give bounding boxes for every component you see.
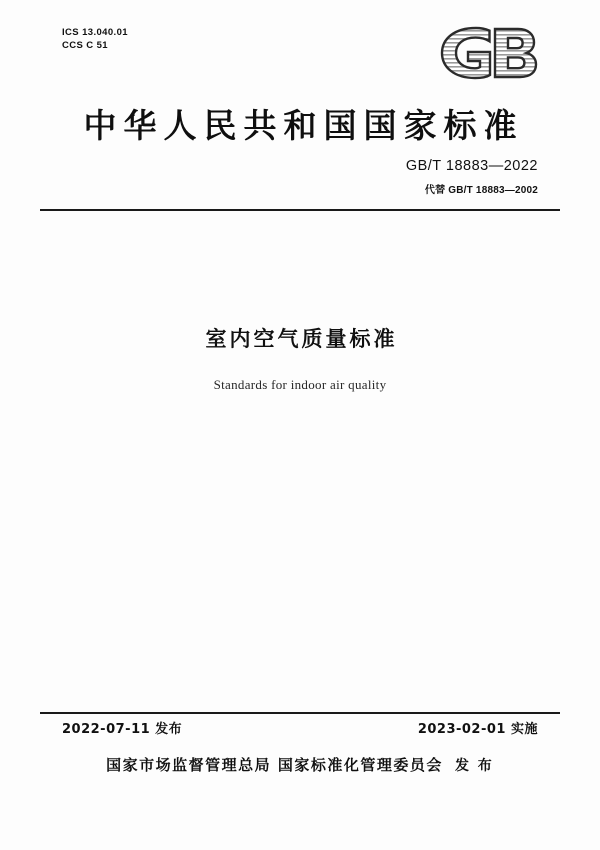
standard-replaces: 代替 GB/T 18883—2002 <box>424 185 538 196</box>
ccs-code: CCS C 51 <box>62 40 108 51</box>
page-title: 中华人民共和国国家标准 <box>83 106 524 145</box>
standard-number: GB/T 18883—2022 <box>405 158 538 174</box>
standard-number-block <box>406 158 538 196</box>
ics-code: ICS 13.040.01 <box>62 27 128 38</box>
document-title-chinese: 室内空气质量标准 <box>205 326 398 351</box>
issue-date: 2022-07-11 发布 <box>62 722 183 737</box>
issuer-line-1: 国家市场监督管理总局 <box>106 756 272 774</box>
gb-logo-icon <box>432 22 542 84</box>
ics-classification-block <box>62 26 128 52</box>
divider-top <box>40 209 560 211</box>
effective-date: 2023-02-01 实施 <box>417 722 538 737</box>
issuer-names <box>106 755 443 776</box>
document-title-english: Standards for indoor air quality <box>213 377 387 392</box>
issuer-publish-label: 发 布 <box>454 758 494 774</box>
issuer-line-2: 国家标准化管理委员会 <box>277 756 443 774</box>
divider-bottom <box>40 712 560 714</box>
issuer-block <box>0 755 600 776</box>
